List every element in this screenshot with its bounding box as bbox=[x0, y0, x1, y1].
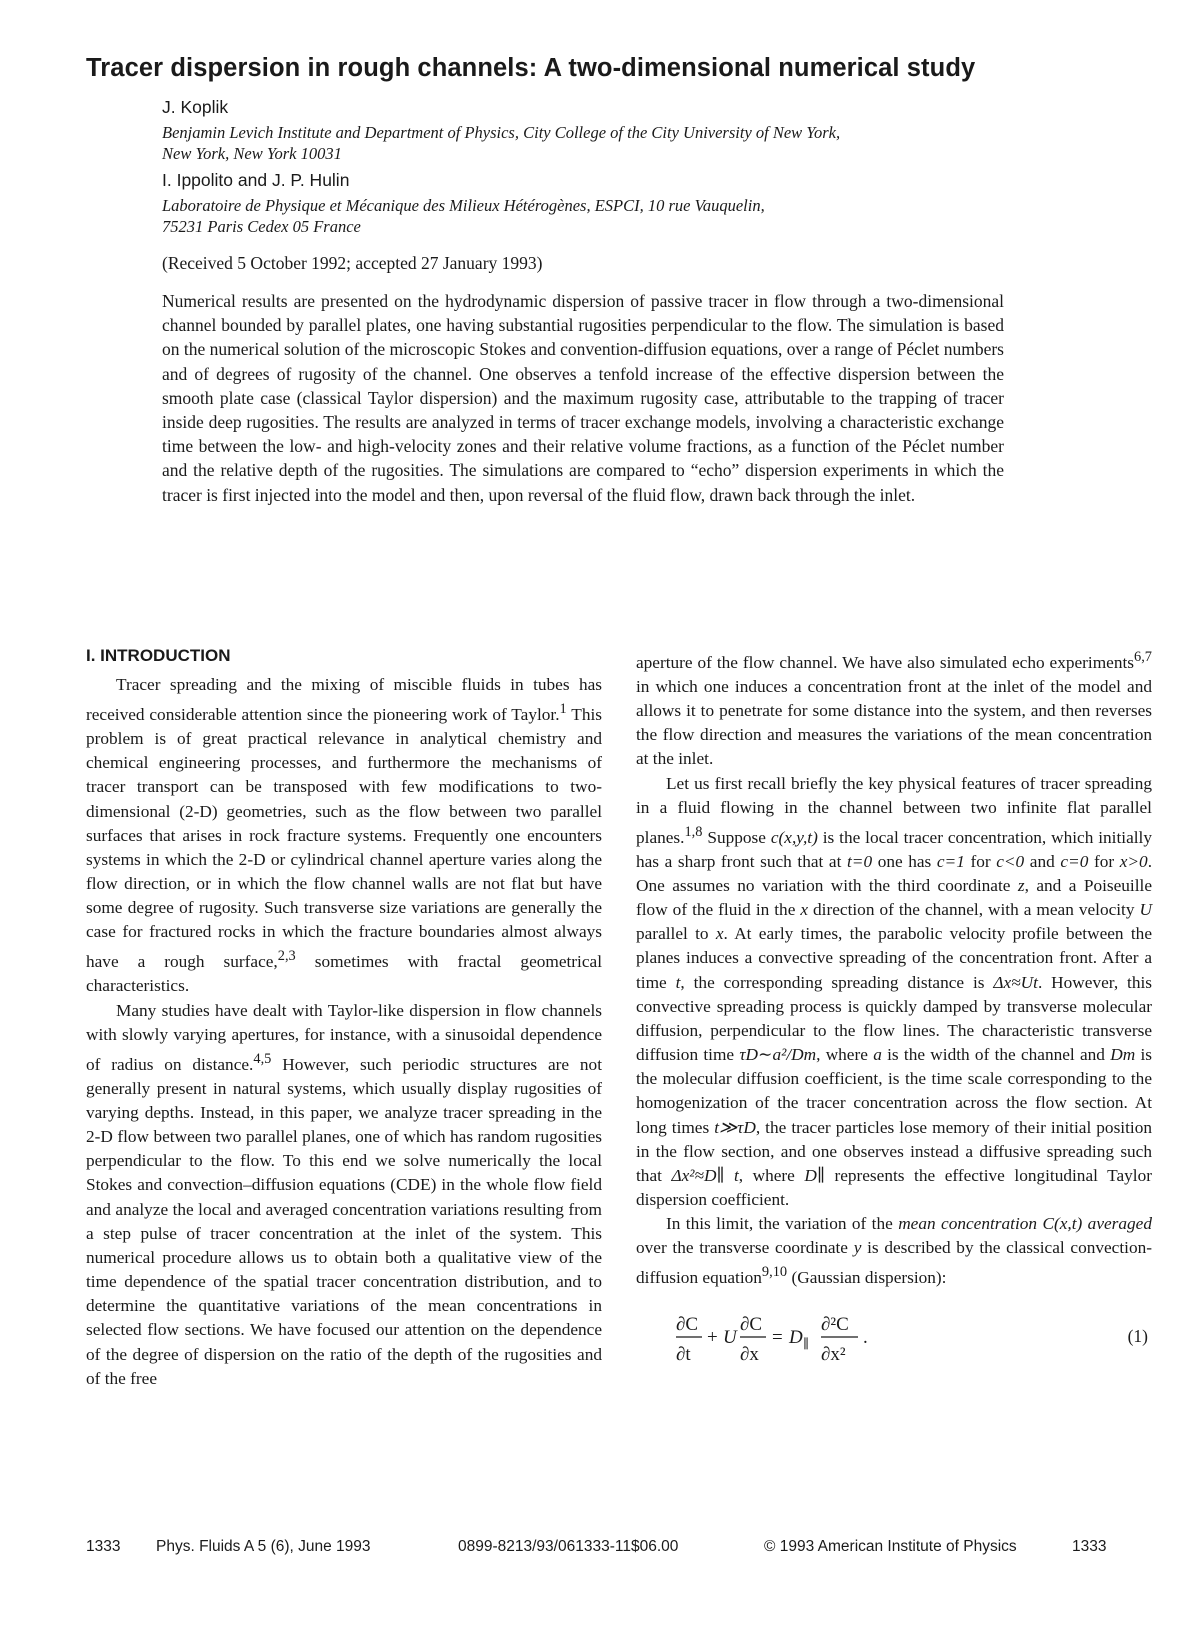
affiliation-ippolito-hulin bbox=[162, 195, 1122, 237]
affiliation-line: Benjamin Levich Institute and Department of Physics, City College of the City University of New York, bbox=[162, 123, 841, 142]
citation: 1 bbox=[559, 701, 567, 718]
intro-paragraph-1: Tracer spreading and the mixing of miscible fluids in tubes has received considerable attention since the pioneering work of Taylor.$^1$ This problem is of great practical relevance in analytical chemistry and chemical engineering processes, and furthermore the mechanisms of tracer transport can be transposed with few modifications to two-dimensional (2-D) geometries, such as the flow between two parallel surfaces that arises in rock fracture systems. Frequently one encounters systems in which the 2-D or cylindrical channel aperture varies along the flow direction, or in which the flow channel walls are not flat but have some degree of rugosity. Such transverse size variations are generally the case for fractured rocks in which the fracture boundaries almost always have a rough surface,$^{2,3}$ sometimes with fractal geometrical characteristics. bbox=[86, 675, 603, 996]
eq-plus: + bbox=[707, 1327, 718, 1349]
footer-page-number-left: 1333 bbox=[86, 1538, 121, 1555]
author-ippolito-hulin: I. Ippolito and J. P. Hulin bbox=[162, 170, 350, 190]
intro-paragraph-2: Many studies have dealt with Taylor-like dispersion in flow channels with slowly varying apertures, for instance, with a sinusoidal dependence of radius on distance.$^{4,5}$ However, such periodic structures are not generally present in natural systems, which usually display rugosities of varying depths. Instead, in this paper, we analyze tracer spreading in the 2-D flow between two parallel planes, one of which has random rugosities perpendicular to the flow. To this end we solve numerically the local Stokes and convection–diffusion equations (CDE) in the whole flow field and analyze the local and averaged concentration variations resulting from a step pulse of tracer concentration at the inlet of the system. This numerical procedure allows us to obtain both a qualitative view of the time dependence of the spatial tracer concentration distribution, and to determine the quantitative variations of the mean concentrations in selected flow sections. We have focused our attention on the dependence of the degree of dispersion on the ratio of the depth of the rugosities and of the free bbox=[86, 1000, 603, 1388]
citation: 1,8 bbox=[684, 823, 703, 840]
eq-dC-2: ∂C bbox=[740, 1314, 763, 1336]
left-column bbox=[86, 645, 602, 1391]
eq-period: . bbox=[863, 1327, 868, 1349]
eq-U: U bbox=[723, 1327, 737, 1349]
right-column bbox=[636, 645, 1152, 1366]
eq-parallel-subscript: ∥ bbox=[803, 1336, 810, 1352]
equation-number: (1) bbox=[1127, 1326, 1148, 1347]
eq-dt: ∂t bbox=[676, 1344, 691, 1366]
footer-journal: Phys. Fluids A 5 (6), June 1993 bbox=[156, 1538, 371, 1555]
received-dates: (Received 5 October 1992; accepted 27 January 1993) bbox=[162, 253, 543, 273]
citation: 2,3 bbox=[277, 948, 296, 965]
affiliation-line: 75231 Paris Cedex 05 France bbox=[162, 217, 361, 236]
citation: 9,10 bbox=[761, 1264, 788, 1281]
footer-page-number-right: 1333 bbox=[1072, 1538, 1107, 1555]
section-heading: I. INTRODUCTION bbox=[86, 646, 231, 665]
citation: 4,5 bbox=[253, 1050, 272, 1067]
author-koplik: J. Koplik bbox=[162, 97, 229, 117]
paper-title: Tracer dispersion in rough channels: A two-dimensional numerical study bbox=[86, 54, 976, 82]
intro-paragraph-5: In this limit, the variation of the mean concentration C(x,t) averaged over the transverse coordinate y is described by the classical convection-diffusion equation$^{9,10}$ (Gaussian dispersion): bbox=[636, 1214, 1152, 1288]
eq-dC: ∂C bbox=[676, 1314, 699, 1336]
abstract: Numerical results are presented on the hydrodynamic dispersion of passive tracer in flow through a two-dimensional channel bounded by parallel plates, one having substantial rugosities perpendicular to the flow. The simulation is based on the numerical solution of the microscopic Stokes and convention-diffusion equations, over a range of Péclet numbers and of degrees of rugosity of the channel. One observes a tenfold increase of the effective dispersion between the smooth plate case (classical Taylor dispersion) and the maximum rugosity case, attributable to the trapping of tracer inside deep rugosities. The results are analyzed in terms of tracer exchange models, involving a characteristic exchange time between the low- and high-velocity zones and their relative volume fractions, as a function of the Péclet number and the relative depth of the rugosities. The simulations are compared to “echo” dispersion experiments in which the tracer is first injected into the model and then, upon reversal of the fluid flow, drawn back through the inlet. bbox=[162, 291, 1004, 505]
eq-D: D bbox=[789, 1327, 803, 1349]
affiliation-line: Laboratoire de Physique et Mécanique des Milieux Hétérogènes, ESPCI, 10 rue Vauquelin, bbox=[162, 196, 765, 215]
equation-expression bbox=[676, 1310, 1106, 1366]
citation: 6,7 bbox=[1133, 649, 1152, 665]
page-footer bbox=[86, 1538, 1166, 1560]
footer-code: 0899-8213/93/061333-11$06.00 bbox=[458, 1538, 679, 1555]
affiliation-line: New York, New York 10031 bbox=[162, 144, 342, 163]
affiliation-koplik bbox=[162, 122, 1122, 164]
footer-copyright: © 1993 American Institute of Physics bbox=[764, 1538, 1017, 1555]
eq-dx: ∂x bbox=[740, 1344, 759, 1366]
equation-1 bbox=[636, 1310, 1152, 1366]
intro-paragraph-4: Let us first recall briefly the key physical features of tracer spreading in a fluid flowing in the channel between two infinite flat parallel planes.$^{1,8}$ Suppose c(x,y,t) is the local tracer concentration, which initially has a sharp front such that at t=0 one has c=1 for c<0 and c=0 for x>0. One assumes no variation with the third coordinate z, and a Poiseuille flow of the fluid in the x direction of the channel, with a mean velocity U parallel to x. At early times, the parabolic velocity profile between the planes induces a convective spreading of the concentration front. After a time t, the corresponding spreading distance is Δx≈Ut. However, this convective spreading process is quickly damped by transverse molecular diffusion, perpendicular to the flow lines. The characteristic transverse diffusion time τD∼a²/Dm, where a is the width of the channel and Dm is the molecular diffusion coefficient, is the time scale corresponding to the homogenization of the tracer concentration across the flow section. At long times t≫τD, the tracer particles lose memory of their initial position in the flow section, and one observes instead a diffusive spreading such that Δx²≈D∥ t, where D∥ represents the effective longitudinal Taylor dispersion coefficient. bbox=[636, 773, 1153, 1209]
intro-paragraph-3: aperture of the flow channel. We have also simulated echo experiments$^{6,7}$ in which one induces a concentration front at the inlet of the model and allows it to penetrate for some distance into the system, and then reverses the flow direction and measures the variations of the mean concentration at the inlet. bbox=[636, 649, 1152, 769]
eq-equals: = bbox=[772, 1327, 783, 1349]
eq-d2C: ∂²C bbox=[821, 1314, 849, 1336]
eq-dx2: ∂x² bbox=[821, 1344, 846, 1366]
